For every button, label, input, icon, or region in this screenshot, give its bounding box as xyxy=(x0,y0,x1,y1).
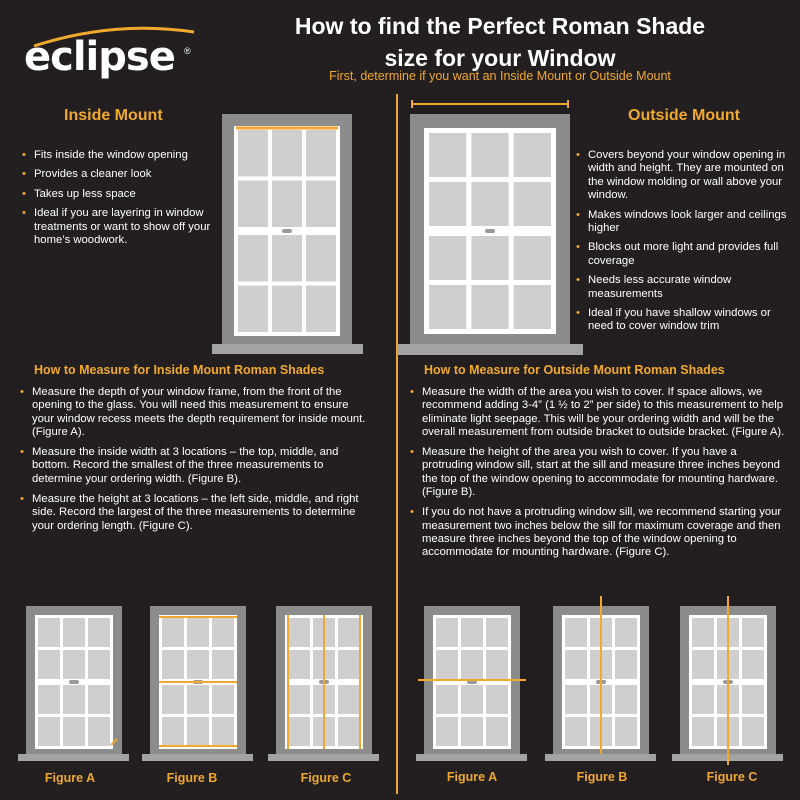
window-pane xyxy=(615,618,637,647)
window-pane xyxy=(63,717,85,746)
list-item: • Ideal if you are layering in window treatments or want to show off your home’s woodwork. xyxy=(22,207,212,247)
outside-figure-c-label: Figure C xyxy=(706,770,758,784)
window-pane xyxy=(461,685,483,714)
outside-figure-b-window xyxy=(553,606,649,761)
window-pane xyxy=(306,286,336,333)
window-pane xyxy=(429,182,466,226)
window-pane xyxy=(742,685,764,714)
window-pane xyxy=(288,717,310,746)
window-pane xyxy=(272,130,302,177)
outside-figure-c-window xyxy=(680,606,776,761)
window-pane xyxy=(565,650,587,679)
window-pane xyxy=(187,685,209,714)
window-pane xyxy=(692,685,714,714)
list-item: • Provides a cleaner look xyxy=(22,168,212,181)
list-item: • Measure the width of the area you wish to cover. If space allows, we recommend adding 3-4” (1 ½ to 2” per side) to this measurement to help eliminate light seepage. This will be your ordering width and will be the overall measurement from outside bracket to outside bracket. (Figure A). xyxy=(410,386,788,439)
window-pane xyxy=(187,717,209,746)
inside-measure-title: How to Measure for Inside Mount Roman Shades xyxy=(34,363,325,377)
inside-measure-steps xyxy=(20,386,366,540)
window-pane xyxy=(212,685,234,714)
window-pane xyxy=(272,286,302,333)
window-pane xyxy=(514,236,551,280)
window-pane xyxy=(288,618,310,647)
window-pane xyxy=(272,235,302,282)
window-sill xyxy=(416,754,527,761)
inside-figure-c-window xyxy=(276,606,372,761)
window-pane xyxy=(471,285,508,329)
list-item: • Takes up less space xyxy=(22,188,212,201)
window-pane xyxy=(88,650,110,679)
eclipse-logo xyxy=(24,26,199,86)
outside-figure-a-window xyxy=(424,606,520,761)
window-pane xyxy=(306,235,336,282)
window-pane xyxy=(565,717,587,746)
window-pane xyxy=(615,685,637,714)
window-pane xyxy=(63,618,85,647)
window-pane xyxy=(162,618,184,647)
list-item: • Measure the height at 3 locations – the left side, middle, and right side. Record the largest of the three measurements to determine your ordering length. (Figure C). xyxy=(20,493,366,533)
sash-lock xyxy=(69,680,79,684)
window-pane xyxy=(338,618,360,647)
window-sill xyxy=(142,754,253,761)
window-sill xyxy=(397,344,583,355)
list-item: • Measure the height of the area you wish to cover. If you have a protruding window sill, start at the sill and measure three inches beyond the top of the window opening to accommodate for mounting hardware. (Figure B). xyxy=(410,446,788,499)
window-pane xyxy=(692,717,714,746)
title-line-1: How to find the Perfect Roman Shade xyxy=(294,13,706,39)
window-pane xyxy=(338,650,360,679)
window-pane xyxy=(38,685,60,714)
window-pane xyxy=(38,717,60,746)
window-pane xyxy=(514,285,551,329)
window-pane xyxy=(162,717,184,746)
window-pane xyxy=(742,650,764,679)
window-pane xyxy=(436,650,458,679)
window-pane xyxy=(187,650,209,679)
window-sill xyxy=(268,754,379,761)
list-item: • Needs less accurate window measurements xyxy=(576,274,791,301)
window-pane xyxy=(615,717,637,746)
window-pane xyxy=(486,650,508,679)
window-pane xyxy=(471,182,508,226)
window-pane xyxy=(692,650,714,679)
window-pane xyxy=(565,685,587,714)
window-pane xyxy=(461,717,483,746)
list-item: • Blocks out more light and provides full coverage xyxy=(576,241,791,268)
window-pane xyxy=(471,236,508,280)
window-sill xyxy=(545,754,656,761)
window-pane xyxy=(338,717,360,746)
sash-lock xyxy=(485,229,495,233)
outside-mount-bullets xyxy=(576,149,791,340)
window-pane xyxy=(486,685,508,714)
window-pane xyxy=(615,650,637,679)
outside-figure-b-label: Figure B xyxy=(576,770,628,784)
window-pane xyxy=(429,285,466,329)
window-pane xyxy=(88,685,110,714)
window-pane xyxy=(306,130,336,177)
window-pane xyxy=(162,650,184,679)
list-item: • Measure the inside width at 3 locations – the top, middle, and bottom. Record the smallest of the three measurements to determine your ordering width. (Figure B). xyxy=(20,446,366,486)
window-pane xyxy=(436,717,458,746)
window-pane xyxy=(692,618,714,647)
window-pane xyxy=(88,618,110,647)
window-pane xyxy=(429,236,466,280)
title-line-2: size for your Window xyxy=(384,45,616,71)
window-pane xyxy=(338,685,360,714)
inside-figure-b-label: Figure B xyxy=(166,771,218,785)
registered-mark: ® xyxy=(184,46,191,56)
inside-mount-window-illustration xyxy=(222,114,352,354)
window-pane xyxy=(238,181,268,228)
list-item: • Makes windows look larger and ceilings higher xyxy=(576,209,791,236)
window-pane xyxy=(288,650,310,679)
window-pane xyxy=(63,650,85,679)
window-pane xyxy=(288,685,310,714)
page-subtitle: First, determine if you want an Inside Mount or Outside Mount xyxy=(329,69,671,83)
window-pane xyxy=(742,717,764,746)
window-pane xyxy=(88,717,110,746)
window-pane xyxy=(272,181,302,228)
window-pane xyxy=(212,618,234,647)
page-title xyxy=(200,10,800,74)
inside-figure-b-window xyxy=(150,606,246,761)
window-pane xyxy=(212,717,234,746)
window-pane xyxy=(429,133,466,177)
outside-measure-title: How to Measure for Outside Mount Roman Shades xyxy=(424,363,725,377)
center-divider xyxy=(396,94,398,794)
window-pane xyxy=(238,286,268,333)
inside-mount-title: Inside Mount xyxy=(64,107,163,124)
list-item: • If you do not have a protruding window sill, we recommend starting your measurement two inches below the sill for maximum coverage and then measure three inches beyond the top of the window opening to accommodate for mounting hardware. (Figure C). xyxy=(410,506,788,559)
window-pane xyxy=(187,618,209,647)
window-sill xyxy=(212,344,363,354)
inside-figure-c-label: Figure C xyxy=(300,771,352,785)
window-pane xyxy=(212,650,234,679)
window-sill xyxy=(18,754,129,761)
window-pane xyxy=(162,685,184,714)
sash-lock xyxy=(282,229,292,233)
window-pane xyxy=(742,618,764,647)
list-item: • Covers beyond your window opening in width and height. They are mounted on the window molding or wall above your window. xyxy=(576,149,791,203)
window-pane xyxy=(471,133,508,177)
window-pane xyxy=(63,685,85,714)
inside-figure-a-window xyxy=(26,606,122,761)
window-pane xyxy=(565,618,587,647)
list-item: • Measure the depth of your window frame, from the front of the opening to the glass. You will need this measurement to ensure your window recess meets the depth requirement for inside mount. (Figure A). xyxy=(20,386,366,439)
window-pane xyxy=(461,618,483,647)
window-pane xyxy=(486,618,508,647)
window-pane xyxy=(38,618,60,647)
window-pane xyxy=(238,235,268,282)
window-pane xyxy=(461,650,483,679)
window-pane xyxy=(514,182,551,226)
outside-figure-a-label: Figure A xyxy=(446,770,498,784)
window-pane xyxy=(514,133,551,177)
window-pane xyxy=(38,650,60,679)
inside-figure-a-label: Figure A xyxy=(44,771,96,785)
window-pane xyxy=(306,181,336,228)
window-pane xyxy=(238,130,268,177)
window-pane xyxy=(486,717,508,746)
window-pane xyxy=(436,618,458,647)
outside-measure-steps xyxy=(410,386,788,567)
logo-text: eclipse xyxy=(24,34,175,80)
outside-mount-title: Outside Mount xyxy=(628,107,740,124)
list-item: • Ideal if you have shallow windows or need to cover window trim xyxy=(576,307,791,334)
list-item: • Fits inside the window opening xyxy=(22,149,212,162)
outside-mount-window-illustration xyxy=(410,100,570,355)
inside-mount-bullets xyxy=(22,149,212,253)
window-pane xyxy=(436,685,458,714)
